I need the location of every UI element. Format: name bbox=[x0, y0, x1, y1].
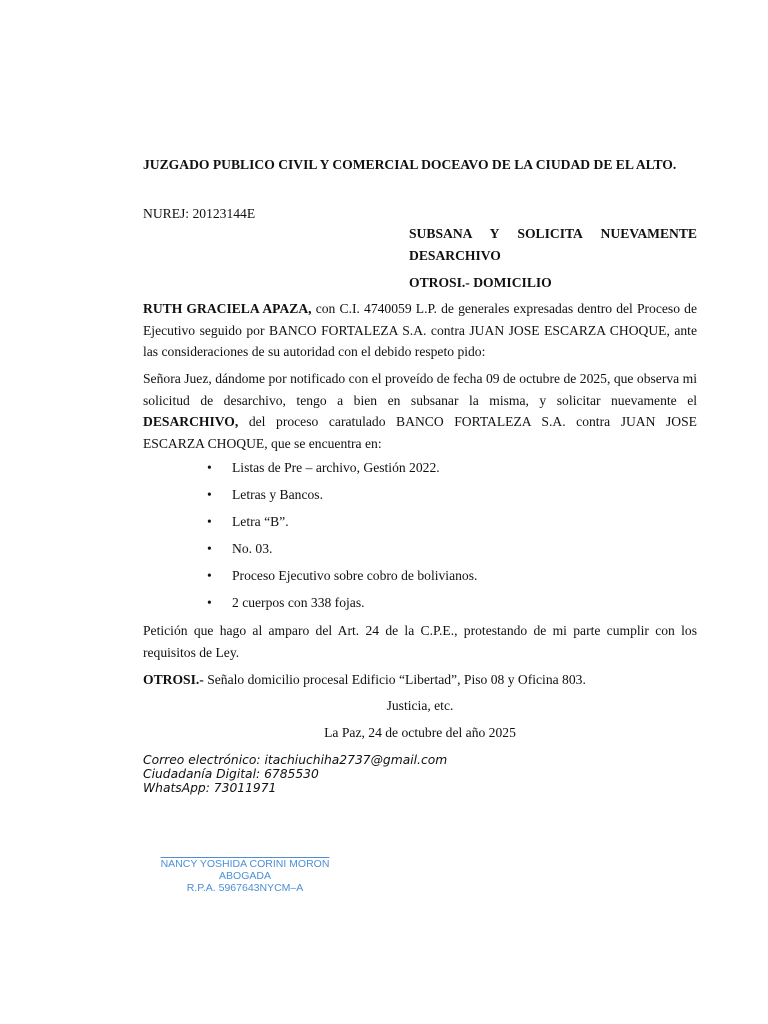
intro-text: con C.I. 4740059 L.P. de generales expresadas dentro del Proceso de Ejecutivo seguido por BANCO FORTALEZA S.A. contra JUAN JOSE ESCARZA CHOQUE, ante las consideraciones de su autoridad con el debido respeto pido: bbox=[143, 301, 697, 359]
list-item: Letra “B”. bbox=[232, 514, 289, 529]
paragraph-request bbox=[143, 368, 697, 454]
court-heading: JUZGADO PUBLICO CIVIL Y COMERCIAL DOCEAVO DE LA CIUDAD DE EL ALTO. bbox=[143, 157, 677, 172]
paragraph-intro bbox=[143, 298, 697, 363]
signature-name: NANCY YOSHIDA CORINI MORON bbox=[160, 858, 330, 870]
signature-rpa: R.P.A. 5967643NYCM–A bbox=[186, 882, 304, 894]
date-line: La Paz, 24 de octubre del año 2025 bbox=[324, 725, 516, 740]
contact-digital: Ciudadanía Digital: 6785530 bbox=[143, 767, 319, 781]
contact-whatsapp: WhatsApp: 73011971 bbox=[143, 781, 277, 795]
bullet-icon: • bbox=[207, 460, 212, 475]
signature-block bbox=[150, 858, 340, 894]
list-item: 2 cuerpos con 338 fojas. bbox=[232, 595, 365, 610]
subject: SUBSANA Y SOLICITA NUEVAMENTE DESARCHIVO bbox=[409, 226, 697, 263]
otrosi-bold: OTROSI.- bbox=[143, 672, 204, 687]
bullet-icon: • bbox=[207, 568, 212, 583]
petitioner-name: RUTH GRACIELA APAZA, bbox=[143, 301, 312, 316]
signature-title: ABOGADA bbox=[219, 870, 271, 882]
list-item: Proceso Ejecutivo sobre cobro de bolivianos. bbox=[232, 568, 478, 583]
contact-email: Correo electrónico: itachiuchiha2737@gmail.com bbox=[143, 753, 448, 767]
request-text: Señora Juez, dándome por notificado con el proveído de fecha 09 de octubre de 2025, que observa mi solicitud de desarchivo, tengo a bien en subsanar la misma, y solicitar nuevamente el bbox=[143, 371, 697, 408]
desarchivo-bold: DESARCHIVO, bbox=[143, 414, 239, 429]
paragraph-petition: Petición que hago al amparo del Art. 24 de la C.P.E., protestando de mi parte cumplir con los requisitos de Ley. bbox=[143, 623, 697, 660]
request-text-2: del proceso caratulado BANCO FORTALEZA S.A. contra JUAN JOSE ESCARZA CHOQUE, que se encuentra en: bbox=[143, 414, 697, 451]
bullet-icon: • bbox=[207, 541, 212, 556]
list-item: No. 03. bbox=[232, 541, 273, 556]
bullet-icon: • bbox=[207, 487, 212, 502]
otrosi-heading: OTROSI.- DOMICILIO bbox=[409, 275, 552, 290]
list-item: Letras y Bancos. bbox=[232, 487, 323, 502]
otrosi-text: Señalo domicilio procesal Edificio “Libertad”, Piso 08 y Oficina 803. bbox=[203, 672, 586, 687]
nurej: NUREJ: 20123144E bbox=[143, 206, 256, 221]
paragraph-otrosi bbox=[143, 669, 697, 691]
closing: Justicia, etc. bbox=[386, 698, 454, 713]
bullet-icon: • bbox=[207, 595, 212, 610]
list-item: Listas de Pre – archivo, Gestión 2022. bbox=[232, 460, 440, 475]
bullet-icon: • bbox=[207, 514, 212, 529]
